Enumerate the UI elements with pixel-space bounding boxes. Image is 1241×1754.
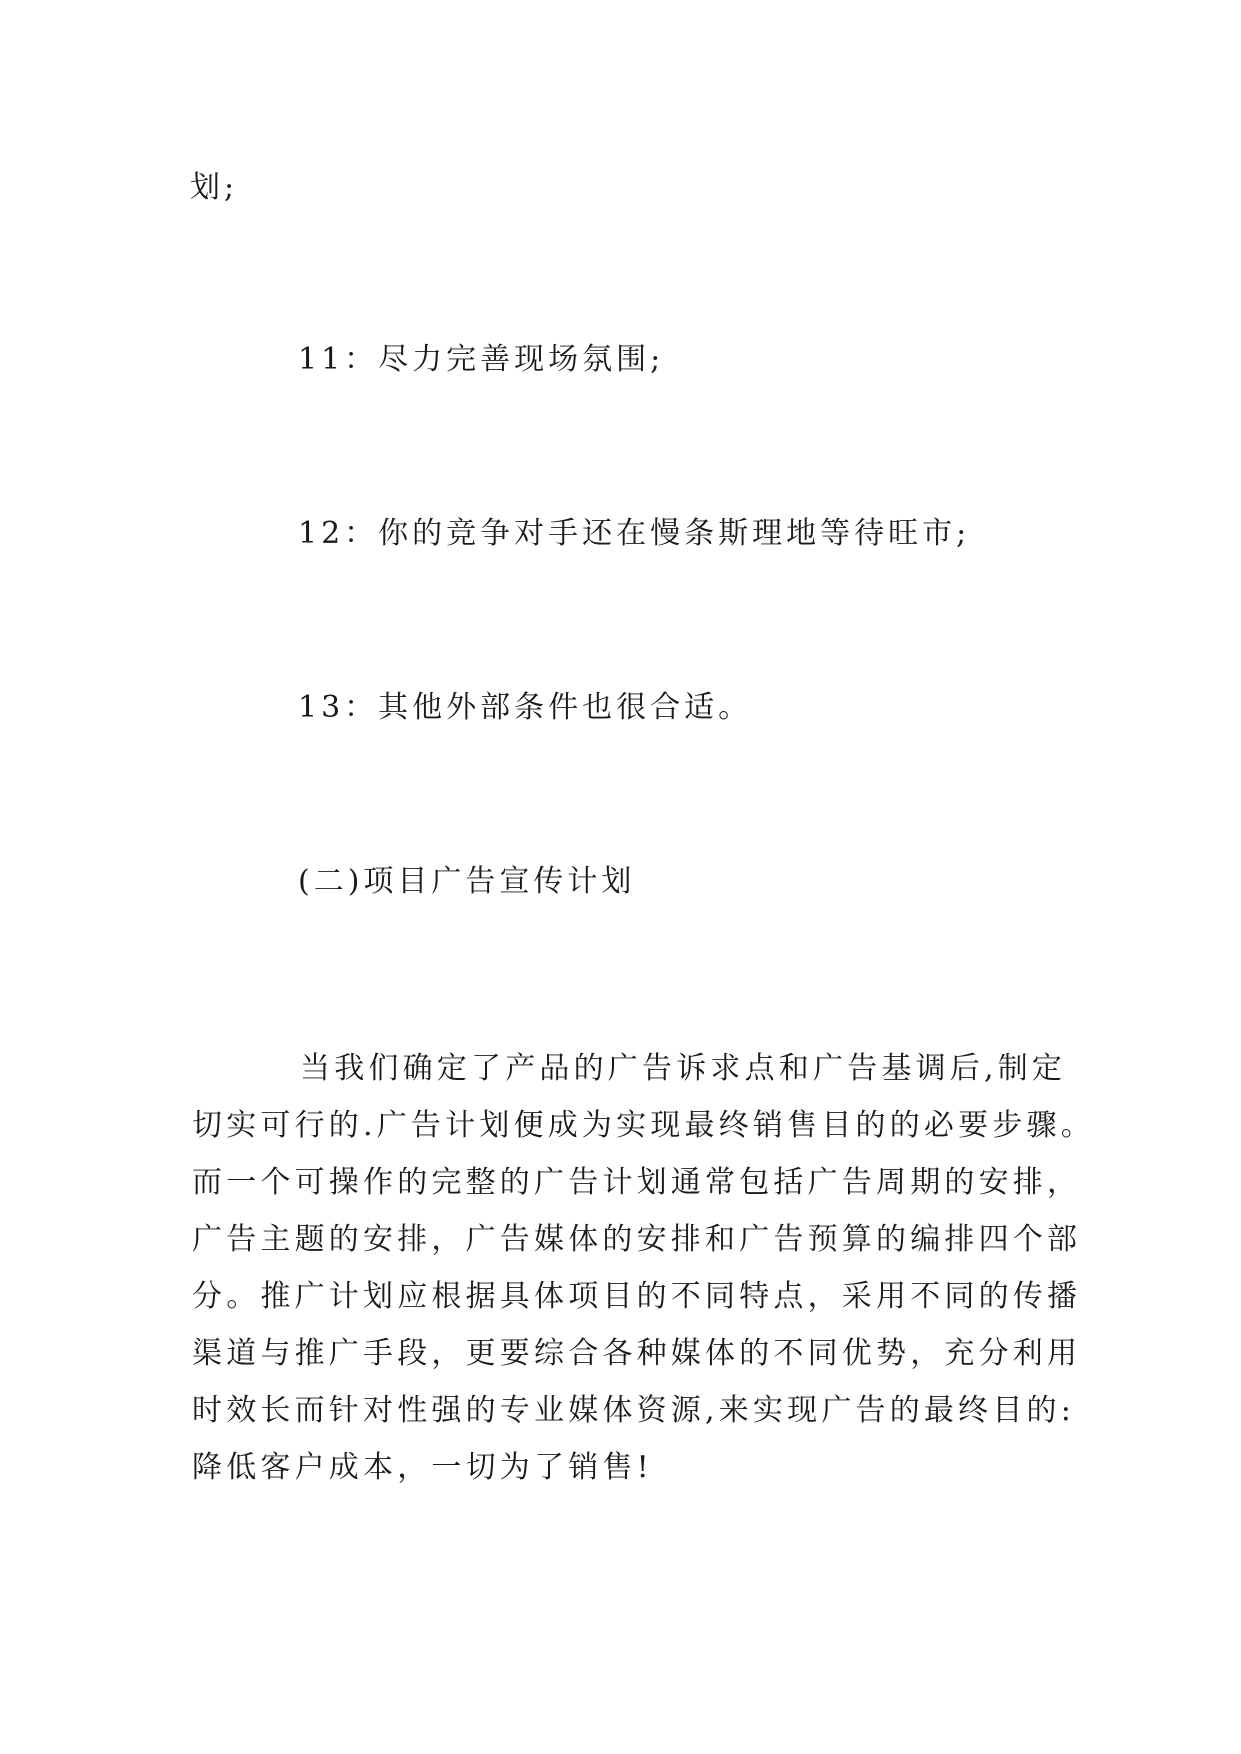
continuation-text: 划; xyxy=(190,170,239,205)
list-item: 12：你的竞争对手还在慢条斯理地等待旺市; xyxy=(298,516,971,551)
section-heading: (二)项目广告宣传计划 xyxy=(298,864,636,899)
paragraph-line: 降低客户成本，一切为了销售! xyxy=(192,1450,653,1485)
paragraph-line: 切实可行的.广告计划便成为实现最终销售目的的必要步骤。 xyxy=(192,1108,1095,1143)
paragraph-line: 时效长而针对性强的专业媒体资源,来实现广告的最终目的: xyxy=(192,1393,1076,1428)
paragraph-line: 而一个可操作的完整的广告计划通常包括广告周期的安排， xyxy=(192,1165,1082,1200)
list-item: 13：其他外部条件也很合适。 xyxy=(298,690,753,725)
paragraph-line: 广告主题的安排，广告媒体的安排和广告预算的编排四个部 xyxy=(192,1222,1082,1257)
paragraph-line: 渠道与推广手段，更要综合各种媒体的不同优势，充分利用 xyxy=(192,1336,1082,1371)
body-paragraph xyxy=(192,1040,1095,1496)
list-item: 11：尽力完善现场氛围; xyxy=(298,342,665,377)
paragraph-line: 分。推广计划应根据具体项目的不同特点，采用不同的传播 xyxy=(192,1279,1082,1314)
paragraph-line: 当我们确定了产品的广告诉求点和广告基调后,制定 xyxy=(300,1051,1067,1086)
